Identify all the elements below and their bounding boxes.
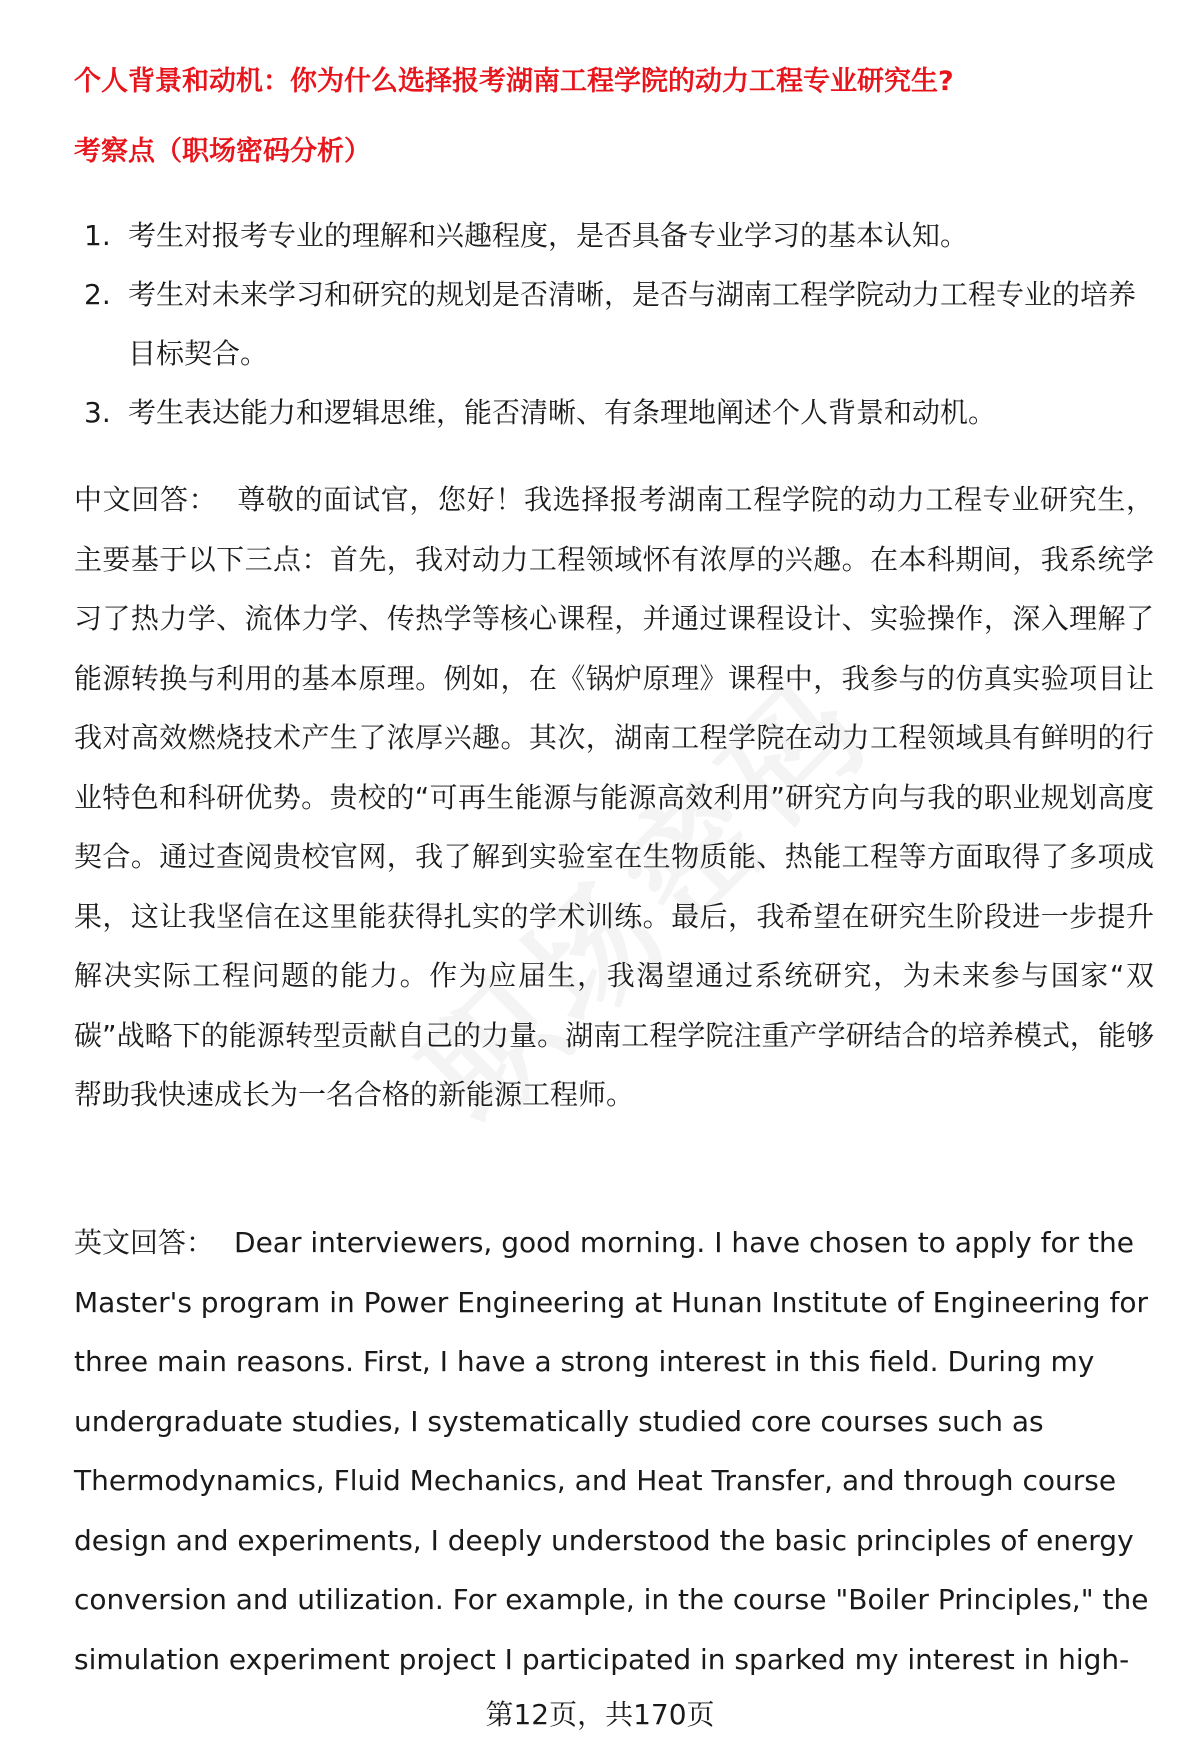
english-answer-label: 英文回答： <box>74 1226 215 1259</box>
page-number-footer: 第12页，共170页 <box>485 1698 715 1731</box>
chinese-answer-text: 尊敬的面试官，您好！我选择报考湖南工程学院的动力工程专业研究生，主要基于以下三点：首先，我对动力工程领域怀有浓厚的兴趣。在本科期间，我系统学习了热力学、流体力学、传热学等核心课程，并通过课程设计、实验操作，深入理解了能源转换与利用的基本原理。例如，在《锅炉原理》课程中，我参与的仿真实验项目让我对高效燃烧技术产生了浓厚兴趣。其次，湖南工程学院在动力工程领域具有鲜明的行业特色和科研优势。贵校的“可再生能源与能源高效利用”研究方向与我的职业规划高度契合。通过查阅贵校官网，我了解到实验室在生物质能、热能工程等方面取得了多项成果，这让我坚信在这里能获得扎实的学术训练。最后，我希望在研究生阶段进一步提升解决实际工程问题的能力。作为应届生，我渴望通过系统研究，为未来参与国家“双碳”战略下的能源转型贡献自己的力量。湖南工程学院注重产学研结合的培养模式，能够帮助我快速成长为一名合格的新能源工程师。 <box>74 483 1154 1111</box>
focus-points-list <box>84 206 1144 442</box>
focus-point <box>84 206 1144 265</box>
point-number: 1. <box>84 219 111 252</box>
point-number: 3. <box>84 396 111 429</box>
focus-section-title: 考察点（职场密码分析） <box>74 136 371 167</box>
english-answer-text: Dear interviewers, good morning. I have chosen to apply for the Master's program in Power Engineering at Hunan Institute of Engineering for three main reasons. First, I have a strong interest in this field. During my undergraduate studies, I systematically studied core courses such as Thermodynamics, Fluid Mechanics, and Heat Transfer, and through course design and experiments, I deeply understood the basic principles of energy conversion and utilization. For example, in the course "Boiler Principles," the simulation experiment project I participated in sparked my interest in high- <box>74 1226 1149 1676</box>
point-text: 考生表达能力和逻辑思维，能否清晰、有条理地阐述个人背景和动机。 <box>128 396 997 429</box>
chinese-answer <box>74 470 1154 1125</box>
focus-point <box>84 265 1144 383</box>
point-text: 考生对未来学习和研究的规划是否清晰，是否与湖南工程学院动力工程专业的培养目标契合。 <box>128 278 1137 370</box>
point-text: 考生对报考专业的理解和兴趣程度，是否具备专业学习的基本认知。 <box>128 219 969 252</box>
point-number: 2. <box>84 278 111 311</box>
english-answer <box>74 1213 1154 1689</box>
focus-point <box>84 383 1144 442</box>
question-title: 个人背景和动机：你为什么选择报考湖南工程学院的动力工程专业研究生? <box>74 66 954 97</box>
chinese-answer-label: 中文回答： <box>74 483 218 516</box>
